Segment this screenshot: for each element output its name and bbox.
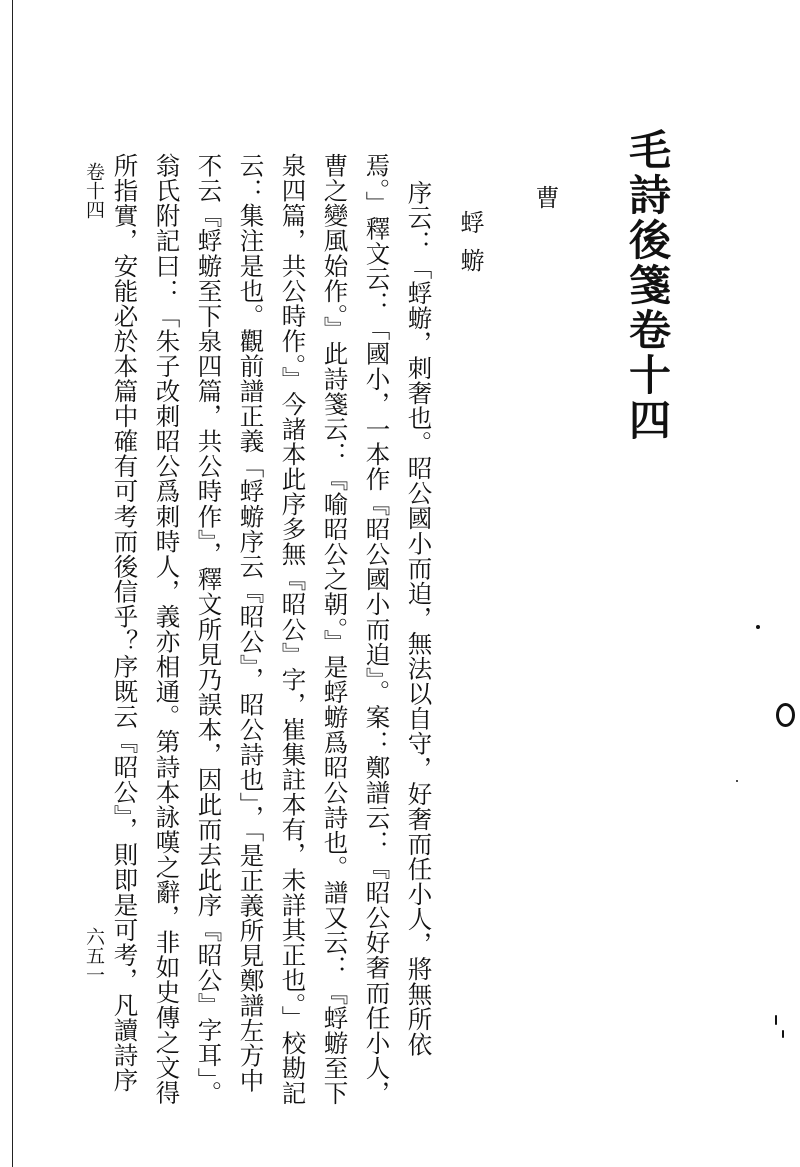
page-edge-line bbox=[12, 0, 13, 1167]
text-column: 翁氏附記曰：「朱子改刺昭公爲刺時人，義亦相通。第詩本詠嘆之辭，非如史傳之文得 bbox=[152, 153, 182, 1105]
book-title: 毛詩後箋卷十四 bbox=[623, 128, 672, 443]
scan-speck bbox=[782, 1030, 784, 1038]
scan-mark bbox=[776, 703, 795, 727]
scan-speck bbox=[736, 780, 738, 782]
poem-title: 蜉蝣 bbox=[456, 210, 484, 286]
volume-label: 卷十四 bbox=[83, 162, 105, 219]
text-column: 不云『蜉蝣至下泉四篇，共公時作』，釋文所見乃誤本，因此而去此序『昭公』字耳」。 bbox=[194, 153, 224, 1106]
text-column: 云：集注是也。觀前譜正義「蜉蝣序云『昭公』，昭公詩也」，「是正義所見鄭譜左方中 bbox=[236, 153, 266, 1094]
scan-speck bbox=[756, 625, 760, 629]
text-column: 焉。」釋文云：「國小，一本作『昭公國小而迫』。案：鄭譜云：『昭公好奢而任小人， bbox=[362, 153, 392, 1106]
chapter-heading: 曹 bbox=[531, 185, 559, 209]
text-column: 泉四篇，共公時作。』今諸本此序多無『昭公』字，崔集註本有，未詳其正也。」校勘記 bbox=[278, 153, 308, 1106]
page-number: 六五一 bbox=[83, 927, 105, 984]
text-column: 序云：「蜉蝣，刺奢也。昭公國小而迫，無法以自守，好奢而任小人，將無所依 bbox=[404, 180, 434, 1057]
text-column: 曹之變風始作。』此詩箋云：『喻昭公之朝。』是蜉蝣爲昭公詩也。譜又云：『蜉蝣至下 bbox=[320, 153, 350, 1106]
text-column: 所指實，安能必於本篇中確有可考而後信乎？序既云『昭公』，則即是可考，凡讀詩序 bbox=[110, 153, 140, 1093]
scan-speck bbox=[775, 1015, 777, 1025]
